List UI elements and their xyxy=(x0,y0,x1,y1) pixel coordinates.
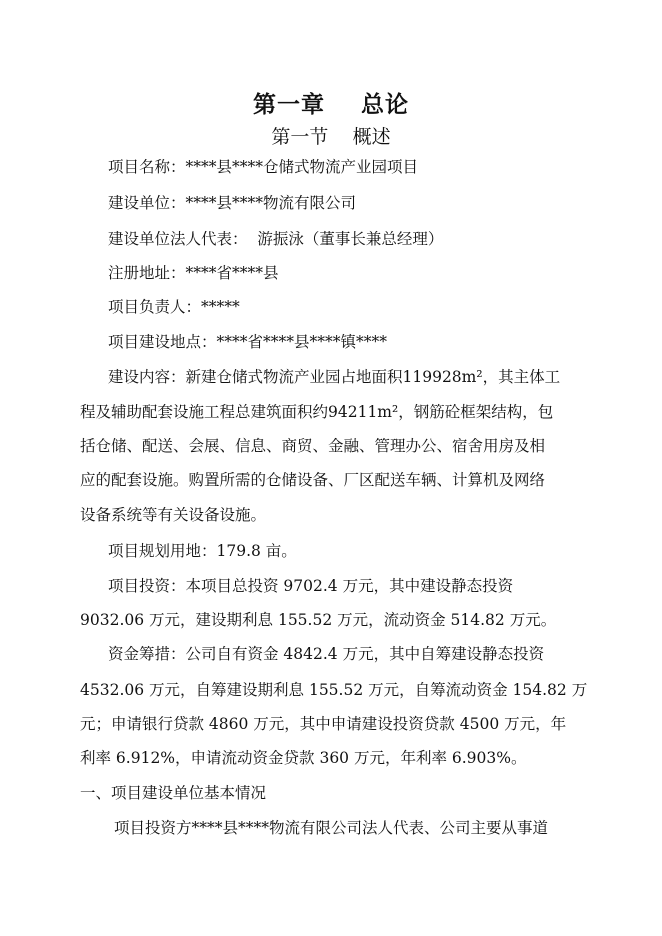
construction-content-line: 括仓储、配送、会展、信息、商贸、金融、管理办公、宿舍用房及相 xyxy=(80,437,546,455)
project-name-line: 项目名称：****县****仓储式物流产业园项目 xyxy=(108,158,419,176)
project-leader-line: 项目负责人：***** xyxy=(108,298,240,316)
subsection-heading: 一、项目建设单位基本情况 xyxy=(80,784,267,802)
fund-raising-line: 元；申请银行贷款 4860 万元，其中申请建设投资贷款 4500 万元，年 xyxy=(80,715,567,733)
fund-raising-line: 资金筹措：公司自有资金 4842.4 万元，其中自筹建设静态投资 xyxy=(108,645,545,663)
construction-content-line: 建设内容：新建仓储式物流产业园占地面积119928m²，其主体工 xyxy=(108,368,561,386)
section-title: 第一节 概述 xyxy=(271,126,391,148)
construction-content-line: 设备系统等有关设备设施。 xyxy=(80,506,267,524)
construction-content-line: 程及辅助配套设施工程总建筑面积约94211m²，钢筋砼框架结构，包 xyxy=(80,403,554,421)
project-investment-line: 项目投资：本项目总投资 9702.4 万元，其中建设静态投资 xyxy=(108,577,514,595)
fund-raising-line: 4532.06 万元，自筹建设期利息 155.52 万元，自筹流动资金 154.82 万 xyxy=(80,681,588,699)
chapter-title: 第一章 总论 xyxy=(252,92,410,118)
project-investment-line: 9032.06 万元，建设期利息 155.52 万元，流动资金 514.82 万元。 xyxy=(80,611,557,629)
planned-land-line: 项目规划用地：179.8 亩。 xyxy=(108,542,297,560)
construction-unit-line: 建设单位：****县****物流有限公司 xyxy=(108,194,357,212)
body-paragraph-line: 项目投资方****县****物流有限公司法人代表、公司主要从事道 xyxy=(114,819,549,837)
construction-content-line: 应的配套设施。购置所需的仓储设备、厂区配送车辆、计算机及网络 xyxy=(80,471,546,489)
legal-representative-line: 建设单位法人代表： 游振泳（董事长兼总经理） xyxy=(108,230,444,248)
project-location-line: 项目建设地点：****省****县****镇**** xyxy=(108,333,388,351)
registered-address-line: 注册地址：****省****县 xyxy=(108,264,279,282)
fund-raising-line: 利率 6.912%，申请流动资金贷款 360 万元，年利率 6.903%。 xyxy=(80,749,527,767)
